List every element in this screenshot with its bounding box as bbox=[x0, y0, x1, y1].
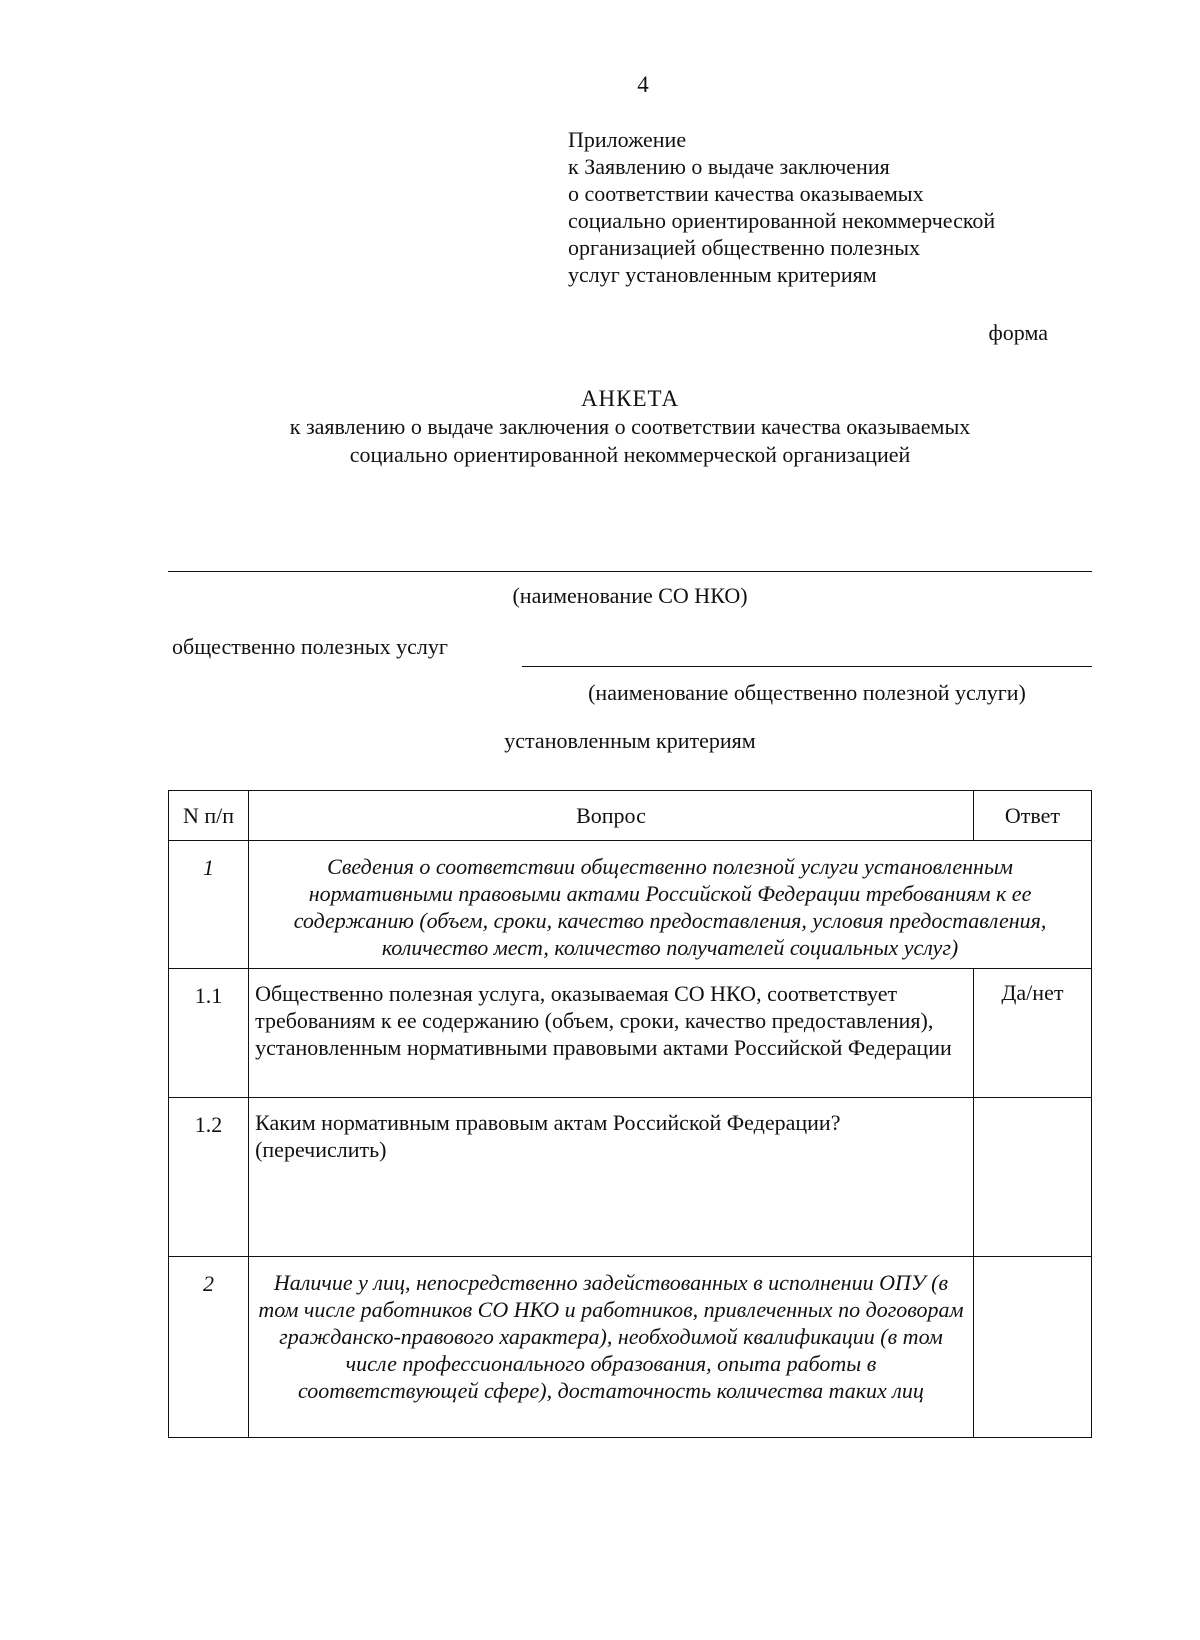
service-name-line[interactable] bbox=[522, 666, 1092, 667]
appendix-line: Приложение bbox=[568, 127, 687, 152]
appendix-note bbox=[568, 126, 995, 288]
form-label: форма bbox=[988, 320, 1048, 345]
row-answer[interactable] bbox=[973, 1257, 1091, 1438]
questionnaire-table bbox=[168, 790, 1092, 1438]
service-name-caption: (наименование общественно полезной услуги) bbox=[588, 680, 1026, 705]
row-number: 1.2 bbox=[169, 1098, 249, 1257]
row-number: 1 bbox=[169, 841, 249, 969]
page-number: 4 bbox=[637, 72, 649, 97]
appendix-line: услуг установленным критериям bbox=[568, 262, 877, 287]
criteria-label: установленным критериям bbox=[504, 728, 756, 753]
row-question: Общественно полезная услуга, оказываемая СО НКО, соответствует требованиям к ее содержанию (объем, сроки, качество предоставления), установленным нормативными правовыми актами Российской Федерации bbox=[249, 969, 974, 1098]
table-row bbox=[169, 1257, 1092, 1438]
row-answer[interactable] bbox=[973, 1098, 1091, 1257]
appendix-line: организацией общественно полезных bbox=[568, 235, 921, 260]
row-answer[interactable]: Да/нет bbox=[973, 969, 1091, 1098]
org-name-caption: (наименование СО НКО) bbox=[512, 583, 748, 608]
header-num: N п/п bbox=[169, 791, 249, 841]
services-label: общественно полезных услуг bbox=[172, 634, 448, 659]
row-number: 1.1 bbox=[169, 969, 249, 1098]
document-title: АНКЕТА bbox=[580, 386, 680, 411]
appendix-line: социально ориентированной некоммерческой bbox=[568, 208, 996, 233]
table-row bbox=[169, 1098, 1092, 1257]
org-name-line[interactable] bbox=[168, 571, 1092, 572]
header-question: Вопрос bbox=[249, 791, 974, 841]
table-header-row bbox=[169, 791, 1092, 841]
heading-line: к заявлению о выдаче заключения о соответствии качества оказываемых bbox=[289, 414, 971, 439]
table-row bbox=[169, 969, 1092, 1098]
appendix-line: о соответствии качества оказываемых bbox=[568, 181, 924, 206]
document-heading bbox=[0, 385, 1200, 469]
table-row bbox=[169, 841, 1092, 969]
row-question: Каким нормативным правовым актам Российской Федерации? (перечислить) bbox=[249, 1098, 974, 1257]
row-number: 2 bbox=[169, 1257, 249, 1438]
row-question: Сведения о соответствии общественно полезной услуги установленным нормативными правовыми актами Российской Федерации требованиям к ее содержанию (объем, сроки, качество предоставления, условия предоставления, количество мест, количество получателей социальных услуг) bbox=[249, 841, 1092, 969]
row-question: Наличие у лиц, непосредственно задействованных в исполнении ОПУ (в том числе работников СО НКО и работников, привлеченных по договорам гражданско-правового характера), необходимой квалификации (в том числе профессионального образования, опыта работы в соответствующей сфере), достаточность количества таких лиц bbox=[249, 1257, 974, 1438]
appendix-line: к Заявлению о выдаче заключения bbox=[568, 154, 890, 179]
header-answer: Ответ bbox=[973, 791, 1091, 841]
heading-line: социально ориентированной некоммерческой организацией bbox=[349, 442, 911, 467]
